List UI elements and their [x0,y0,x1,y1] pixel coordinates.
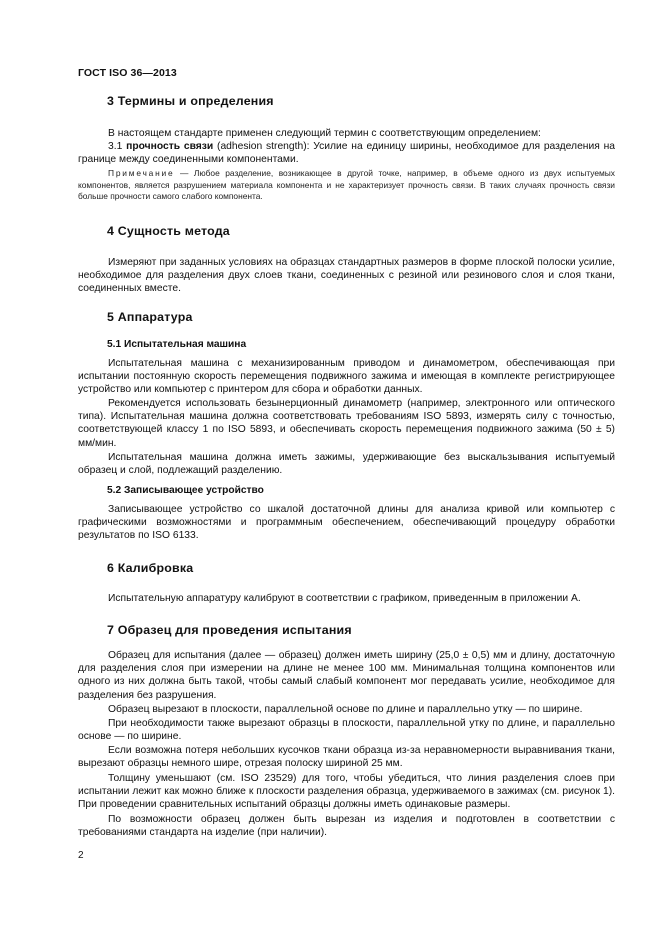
section-4-text: Измеряют при заданных условиях на образцах стандартных размеров в форме плоской полоски усилие, необходимое для разделения двух слоев ткани, соединенных с резиной или резинового слоя и слоя ткани, соединенных вместе. [78,257,615,295]
section-5-1-para-1: Испытательная машина с механизированным приводом и динамометром, обеспечивающая при испытании постоянную скорость перемещения подвижного зажима и имеющая в комплекте регистрирующее устройство или компьютер с принтером для сбора и обработки данных. [78,358,615,396]
term-definition [78,140,615,166]
section-7-para-2: Образец вырезают в плоскости, параллельной основе по длине и параллельно утку — по ширине. [108,704,583,715]
term-text: (adhesion strength): Усилие на единицу ширины, необходимое для разделения на границе между соединенными компонентами. [78,141,615,166]
section-6-text: Испытательную аппаратуру калибруют в соответствии с графиком, приведенным в приложении А. [108,593,581,604]
section-7-para-6: По возможности образец должен быть вырезан из изделия и подготовлен в соответствии с требованиями стандарта на изделие (при наличии). [78,814,615,839]
section-7-title: 7 Образец для проведения испытания [107,623,352,637]
section-6-title: 6 Калибровка [107,561,194,575]
note-text: — Любое разделение, возникающее в другой точке, например, в объеме одного из двух испытуемых компонентов, является разрушением материала компонента и не характеризует прочность связи. В таких случаях прочность связи больше прочности самого слабого компонента. [78,168,615,201]
section-5-1-para-2: Рекомендуется использовать безынерционный динамометр (например, электронного или оптического типа). Испытательная машина должна соответствовать требованиям ISO 5893, измерять силу с точностью, соответствующей классу 1 по ISO 5893, и обеспечивать скорость перемещения подвижного зажима (50 ± 5) мм/мин. [78,398,615,449]
section-5-title: 5 Аппаратура [107,310,193,324]
section-7-para-4: Если возможна потеря небольших кусочков ткани образца из-за неравномерности выравнивания ткани, вырезают образцы немного шире, отрезая полоску шириной 25 мм. [78,745,615,770]
section-4-title: 4 Сущность метода [107,224,230,238]
section-3-title: 3 Термины и определения [107,94,274,108]
page-number: 2 [78,850,84,861]
subsection-5-1-title: 5.1 Испытательная машина [107,339,247,350]
term-name: прочность связи [126,141,214,152]
section-7-para-5: Толщину уменьшают (см. ISO 23529) для того, чтобы убедиться, что линия разделения слоев при испытании лежит как можно ближе к плоскости разделения образца, удерживаемого в зажимах (см. рисунок 1). При проведении сравнительных испытаний образцы должны иметь одинаковые размеры. [78,773,615,811]
note-label: Примечание [108,168,175,178]
section-3-intro: В настоящем стандарте применен следующий термин с соответствующим определением: [108,128,541,139]
term-number: 3.1 [108,141,123,152]
subsection-5-2-title: 5.2 Записывающее устройство [107,485,264,496]
document-header: ГОСТ ISO 36—2013 [78,67,177,79]
section-5-1-para-3: Испытательная машина должна иметь зажимы, удерживающие без выскальзывания испытуемый образец и слой, подлежащий разделению. [78,452,615,477]
section-7-para-3: При необходимости также вырезают образцы в плоскости, параллельной утку по длине, и параллельно основе — по ширине. [78,718,615,743]
term-note [78,168,615,203]
section-7-para-1: Образец для испытания (далее — образец) должен иметь ширину (25,0 ± 0,5) мм и длину, достаточную для разделения слоя при измерении на длине не менее 100 мм. Минимальная толщина компонентов или одного из них должна быть такой, чтобы самый слабый компонент мог передавать усилие, необходимое для разделения без разрушения. [78,650,615,701]
section-5-2-text: Записывающее устройство со шкалой достаточной длины для анализа кривой или компьютер с графическими возможностями и программным обеспечением, обеспечивающий процедуру обработки результатов по ISO 6133. [78,504,615,542]
